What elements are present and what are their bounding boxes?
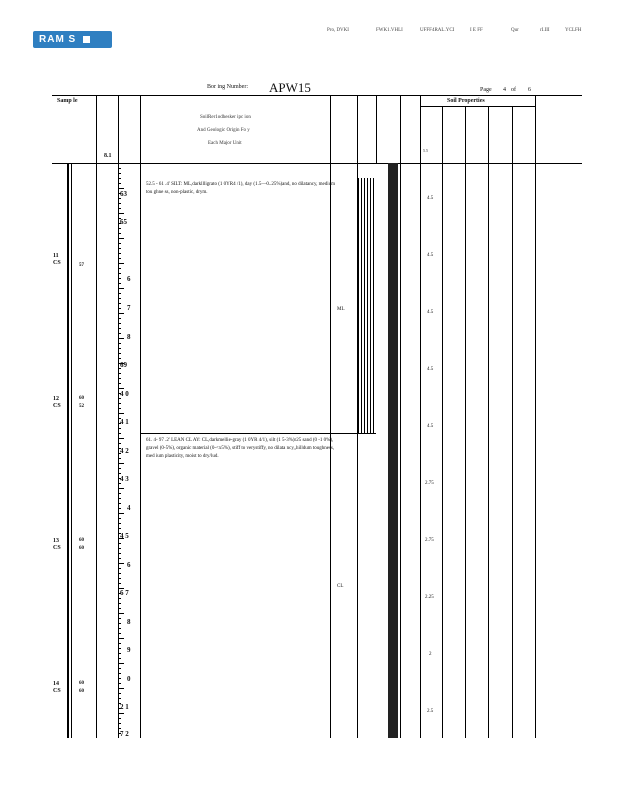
depth-label: 6 7 xyxy=(120,589,129,597)
depth-label: 65 xyxy=(120,218,127,226)
depth-tick xyxy=(118,383,121,384)
depth-label: 4 5 xyxy=(120,532,129,540)
soil-properties-header: Soil Properties xyxy=(447,98,485,104)
depth-tick xyxy=(118,268,121,269)
depth-tick xyxy=(118,688,124,689)
depth-tick xyxy=(118,523,121,524)
depth-label: 4 xyxy=(127,504,131,512)
meta-4: I E FF xyxy=(470,28,483,33)
depth-tick xyxy=(118,373,121,374)
depth-tick xyxy=(118,288,124,289)
sample-number: 14 xyxy=(53,681,59,687)
depth-tick xyxy=(118,728,121,729)
depth-tick xyxy=(118,318,121,319)
uscs-ml: ML xyxy=(337,307,345,312)
depth-tick xyxy=(118,473,121,474)
soil-properties-underline xyxy=(420,106,535,107)
depth-tick xyxy=(118,598,121,599)
well-construction-bar xyxy=(388,163,398,738)
sample-11 xyxy=(53,253,61,267)
depth-tick xyxy=(118,493,121,494)
body-div-12 xyxy=(512,163,513,738)
hdr-div-2 xyxy=(118,95,119,163)
sample-14-recovery: 60 xyxy=(79,681,84,686)
depth-tick xyxy=(118,663,124,664)
depth-tick xyxy=(118,333,121,334)
depth-label: 7 xyxy=(127,304,131,312)
hdr-div-11 xyxy=(488,106,489,163)
hdr-div-12 xyxy=(512,106,513,163)
depth-tick xyxy=(118,503,121,504)
depth-tick xyxy=(118,313,124,314)
depth-tick xyxy=(118,468,121,469)
description-header-2: And Geologic Origin Fo y xyxy=(197,128,250,133)
depth-tick xyxy=(118,683,121,684)
depth-tick xyxy=(118,618,121,619)
meta-7: YCLFH xyxy=(565,28,582,33)
hdr-div-7 xyxy=(400,95,401,163)
pp-value: 2.75 xyxy=(425,481,434,486)
page-total: 6 xyxy=(528,87,531,93)
depth-tick xyxy=(118,643,121,644)
depth-label: 69 xyxy=(120,361,127,369)
depth-tick xyxy=(118,458,121,459)
sample-type: CS xyxy=(53,545,61,551)
sample-13-blows: 60 xyxy=(79,546,84,551)
depth-label: 7 2 xyxy=(120,730,129,738)
sample-type: CS xyxy=(53,688,61,694)
depth-tick xyxy=(118,208,121,209)
depth-tick xyxy=(118,623,121,624)
depth-tick xyxy=(118,203,121,204)
meta-3: UFFF4RAL.YCI xyxy=(420,28,455,33)
pp-value: 2.25 xyxy=(425,595,434,600)
pp-value: 4.5 xyxy=(427,196,434,201)
depth-tick xyxy=(118,653,121,654)
body-div-10 xyxy=(465,163,466,738)
sample-number: 13 xyxy=(53,538,59,544)
depth-tick xyxy=(118,258,121,259)
uscs-cl: CL xyxy=(337,584,344,589)
depth-tick xyxy=(118,323,121,324)
meta-6: rI.III xyxy=(540,28,550,33)
description-header-3: Each Major Unit xyxy=(208,141,242,146)
depth-tick xyxy=(118,483,121,484)
unit-description-silt: 52.5 - 61 .4' SILT: ML,darkllligrato (1 0YR4 /1), day (1.5—0..25%)and, no dilatancy, medium tou ghne ss, non-plastic, drym. xyxy=(146,182,336,195)
depth-label: 9 xyxy=(127,646,131,654)
depth-tick xyxy=(118,173,121,174)
depth-tick xyxy=(118,488,124,489)
depth-tick xyxy=(118,673,121,674)
depth-tick xyxy=(118,628,121,629)
depth-tick xyxy=(118,428,121,429)
sample-11-recovery: 57 xyxy=(79,263,84,268)
depth-tick xyxy=(118,293,121,294)
company-logo xyxy=(33,31,112,48)
table-top-border xyxy=(52,95,582,96)
meta-1: Pro, DVKI xyxy=(327,28,349,33)
unit-boundary xyxy=(140,433,376,434)
meta-5: Qur xyxy=(511,28,519,33)
depth-tick xyxy=(118,718,121,719)
unit-description-lean-clay: 61. 4- 97 .2' LEAN CL AY: CL,darkmellie-gray (1 0YR 4/1), silt (1 5-3%)r25 sand (0 -1 0%), gravel (0-5%), organic material (0-<x5%), stiff to verystiffy, no dilata ncy,,hilldum toughness, med ium plasticity, moist to dry/lud. xyxy=(146,438,335,459)
sample-12-blows: 52 xyxy=(79,404,84,409)
depth-tick xyxy=(118,213,124,214)
page-of: of xyxy=(511,87,516,93)
depth-label: 8 xyxy=(127,618,131,626)
depth-label: 4 0 xyxy=(120,390,129,398)
pp-value: 4.5 xyxy=(427,253,434,258)
depth-tick xyxy=(118,273,121,274)
depth-tick xyxy=(118,263,124,264)
depth-tick xyxy=(118,633,121,634)
depth-tick xyxy=(118,573,121,574)
sample-12-recovery: 60 xyxy=(79,396,84,401)
sample-col-bar-1 xyxy=(67,163,69,738)
depth-tick xyxy=(118,438,124,439)
body-div-11 xyxy=(488,163,489,738)
depth-label: 63 xyxy=(120,190,127,198)
depth-tick xyxy=(118,658,121,659)
depth-tick xyxy=(118,678,121,679)
depth-tick xyxy=(118,308,121,309)
hdr-div-8 xyxy=(420,95,421,163)
depth-tick xyxy=(118,303,121,304)
boring-label: Bor ing Number: xyxy=(207,84,248,90)
depth-label: 6 xyxy=(127,275,131,283)
depth-tick xyxy=(118,613,124,614)
depth-tick xyxy=(118,243,121,244)
sample-13-recovery: 60 xyxy=(79,538,84,543)
depth-tick xyxy=(118,638,124,639)
depth-tick xyxy=(118,408,121,409)
depth-tick xyxy=(118,183,121,184)
depth-tick xyxy=(118,433,121,434)
hdr-div-1 xyxy=(96,95,97,163)
depth-label: 6 xyxy=(127,561,131,569)
page-label: Page xyxy=(480,87,492,93)
body-div-9 xyxy=(442,163,443,738)
depth-unit-label: 8.1 xyxy=(104,153,112,159)
depth-tick xyxy=(118,168,121,169)
hdr-div-5 xyxy=(357,95,358,163)
depth-label: 4 2 xyxy=(120,447,129,455)
depth-tick xyxy=(118,668,121,669)
depth-tick xyxy=(118,608,121,609)
sample-14-blows: 60 xyxy=(79,689,84,694)
pp-value: 2.5 xyxy=(427,709,434,714)
depth-tick xyxy=(118,713,124,714)
sample-number: 11 xyxy=(53,253,59,259)
depth-tick xyxy=(118,233,121,234)
page-number: 4 xyxy=(503,87,506,93)
depth-label: 4 3 xyxy=(120,475,129,483)
sample-header: Samp le xyxy=(57,98,78,104)
pp-value: 4.5 xyxy=(427,424,434,429)
depth-tick xyxy=(118,343,121,344)
depth-tick xyxy=(118,188,124,189)
logo-text: RAM S xyxy=(39,34,77,45)
depth-tick xyxy=(118,543,121,544)
pp-value: 4.5 xyxy=(427,367,434,372)
depth-tick xyxy=(118,253,121,254)
depth-tick xyxy=(118,563,124,564)
depth-label: 0 xyxy=(127,675,131,683)
depth-tick xyxy=(118,498,121,499)
body-div-8 xyxy=(420,163,421,738)
depth-tick xyxy=(118,548,121,549)
pp-value: 2.75 xyxy=(425,538,434,543)
depth-tick xyxy=(118,388,124,389)
sample-13 xyxy=(53,538,61,552)
hdr-div-3 xyxy=(140,95,141,163)
depth-label: 8 xyxy=(127,333,131,341)
hdr-div-4 xyxy=(330,95,331,163)
depth-label: 4 1 xyxy=(120,418,129,426)
hdr-div-9 xyxy=(442,106,443,163)
ml-graphic-log xyxy=(358,178,376,434)
depth-tick xyxy=(118,283,121,284)
depth-tick xyxy=(118,693,121,694)
depth-tick xyxy=(118,198,121,199)
depth-tick xyxy=(118,413,124,414)
hdr-div-10 xyxy=(465,106,466,163)
depth-tick xyxy=(118,578,121,579)
depth-tick xyxy=(118,248,121,249)
depth-tick xyxy=(118,443,121,444)
depth-tick xyxy=(118,278,121,279)
body-div-1 xyxy=(96,163,97,738)
logo-mark-icon xyxy=(83,36,90,43)
depth-tick xyxy=(118,603,121,604)
sample-type: CS xyxy=(53,403,61,409)
body-div-7 xyxy=(400,163,401,738)
depth-tick xyxy=(118,228,121,229)
pp-value: 4.5 xyxy=(427,310,434,315)
hdr-div-13 xyxy=(535,95,536,163)
depth-tick xyxy=(118,378,121,379)
depth-tick xyxy=(118,163,124,164)
depth-tick xyxy=(118,238,124,239)
sample-type: CS xyxy=(53,260,61,266)
depth-tick xyxy=(118,698,121,699)
depth-tick xyxy=(118,518,121,519)
depth-tick xyxy=(118,583,121,584)
depth-tick xyxy=(118,723,121,724)
meta-2: FWK1.VHLI xyxy=(376,28,403,33)
sample-col-bar-2 xyxy=(71,163,72,738)
body-div-3 xyxy=(140,163,141,738)
hdr-div-6 xyxy=(376,95,377,163)
depth-tick xyxy=(118,403,121,404)
depth-tick xyxy=(118,348,121,349)
depth-tick xyxy=(118,353,121,354)
depth-tick xyxy=(118,178,121,179)
depth-label: 2 1 xyxy=(120,703,129,711)
sample-14 xyxy=(53,681,61,695)
depth-tick xyxy=(118,328,121,329)
depth-tick xyxy=(118,298,121,299)
pocket-pen-header: 5.5 xyxy=(423,148,428,153)
body-div-13 xyxy=(535,163,536,738)
depth-tick xyxy=(118,508,121,509)
depth-tick xyxy=(118,463,124,464)
depth-tick xyxy=(118,513,124,514)
depth-tick xyxy=(118,528,121,529)
depth-tick xyxy=(118,648,121,649)
depth-tick xyxy=(118,558,121,559)
depth-tick xyxy=(118,398,121,399)
depth-tick xyxy=(118,358,121,359)
boring-number: APW15 xyxy=(269,80,311,95)
depth-tick xyxy=(118,568,121,569)
depth-tick xyxy=(118,553,121,554)
pp-value: 2 xyxy=(429,652,432,657)
sample-12 xyxy=(53,396,61,410)
depth-tick xyxy=(118,338,124,339)
sample-number: 12 xyxy=(53,396,59,402)
description-header-1: SoilRer1odhesker ipc ion xyxy=(200,115,251,120)
